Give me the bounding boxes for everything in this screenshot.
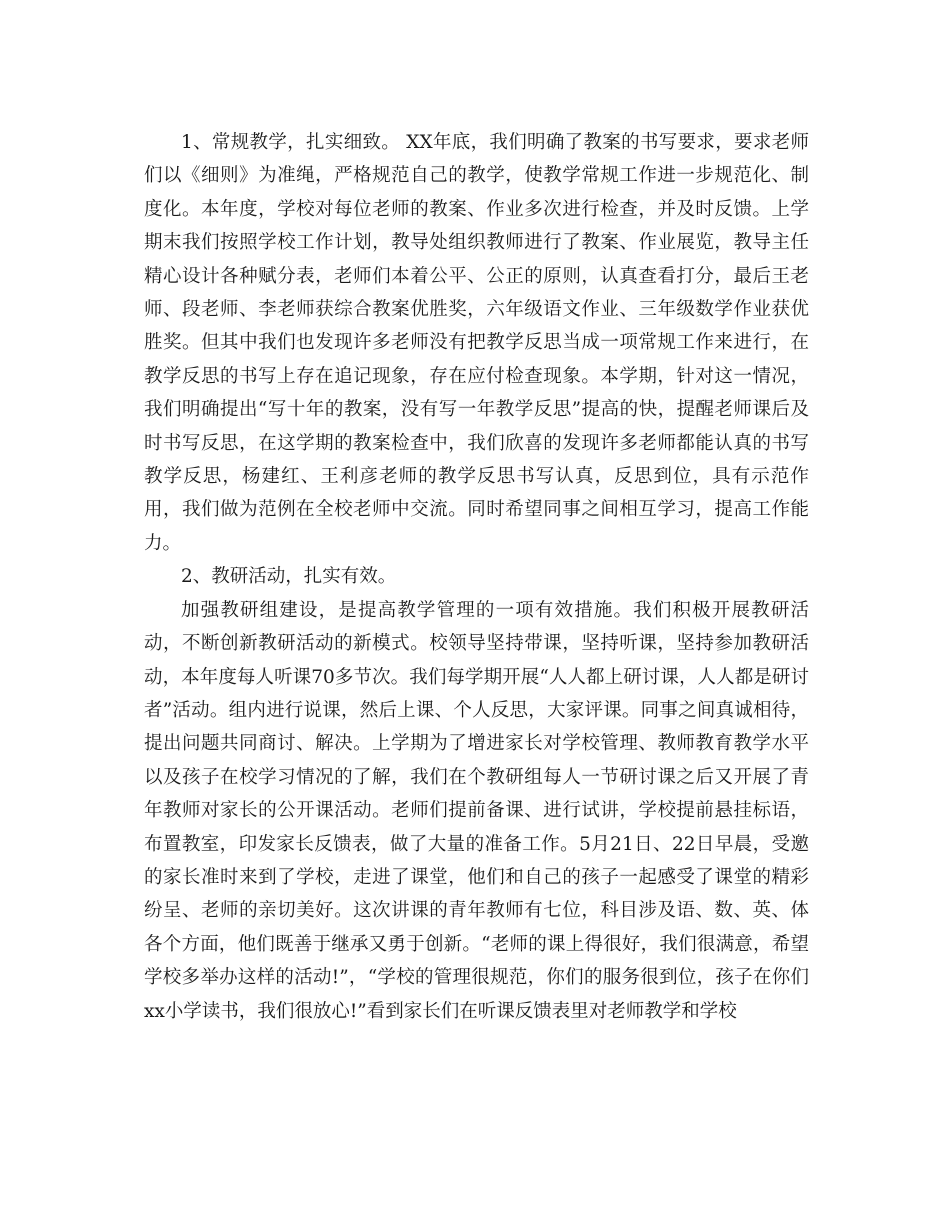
paragraph-routine-teaching: 1、常规教学，扎实细致。 XX年底，我们明确了教案的书写要求，要求老师们以《细则》为准绳，严格规范自己的教学，使教学常规工作进一步规范化、制度化。本年度，学校对每位老师的教案、作业多次进行检查，并及时反馈。上学期末我们按照学校工作计划，教导处组织教师进行了教案、作业展览，教导主任精心设计各种赋分表，老师们本着公平、公正的原则，认真查看打分，最后王老师、段老师、李老师获综合教案优胜奖，六年级语文作业、三年级数学作业获优胜奖。但其中我们也发现许多老师没有把教学反思当成一项常规工作来进行，在教学反思的书写上存在追记现象，存在应付检查现象。本学期，针对这一情况，我们明确提出“写十年的教案，没有写一年教学反思”提高的快，提醒老师课后及时书写反思，在这学期的教案检查中，我们欣喜的发现许多老师都能认真的书写教学反思，杨建红、王利彦老师的教学反思书写认真，反思到位，具有示范作用，我们做为范例在全校老师中交流。同时希望同事之间相互学习，提高工作能力。 xyxy=(144,132,809,554)
document-body xyxy=(144,126,809,1028)
paragraph-research-heading: 2、教研活动，扎实有效。 xyxy=(181,566,397,588)
paragraph-research-activities: 加强教研组建设，是提高教学管理的一项有效措施。我们积极开展教研活动，不断创新教研活动的新模式。校领导坚持带课，坚持听课，坚持参加教研活动，本年度每人听课70多节次。我们每学期开展“人人都上研讨课，人人都是研讨者”活动。组内进行说课，然后上课、个人反思，大家评课。同事之间真诚相待，提出问题共同商讨、解决。上学期为了增进家长对学校管理、教师教育教学水平以及孩子在校学习情况的了解，我们在个教研组每人一节研讨课之后又开展了青年教师对家长的公开课活动。老师们提前备课、进行试讲，学校提前悬挂标语，布置教室，印发家长反馈表，做了大量的准备工作。5月21日、22日早晨，受邀的家长准时来到了学校，走进了课堂，他们和自己的孩子一起感受了课堂的精彩纷呈、老师的亲切美好。这次讲课的青年教师有七位，科目涉及语、数、英、体各个方面，他们既善于继承又勇于创新。“老师的课上得很好，我们很满意，希望学校多举办这样的活动!”，“学校的管理很规范，你们的服务很到位，孩子在你们xx小学读书，我们很放心!”看到家长们在听课反馈表里对老师教学和学校 xyxy=(144,599,809,1022)
